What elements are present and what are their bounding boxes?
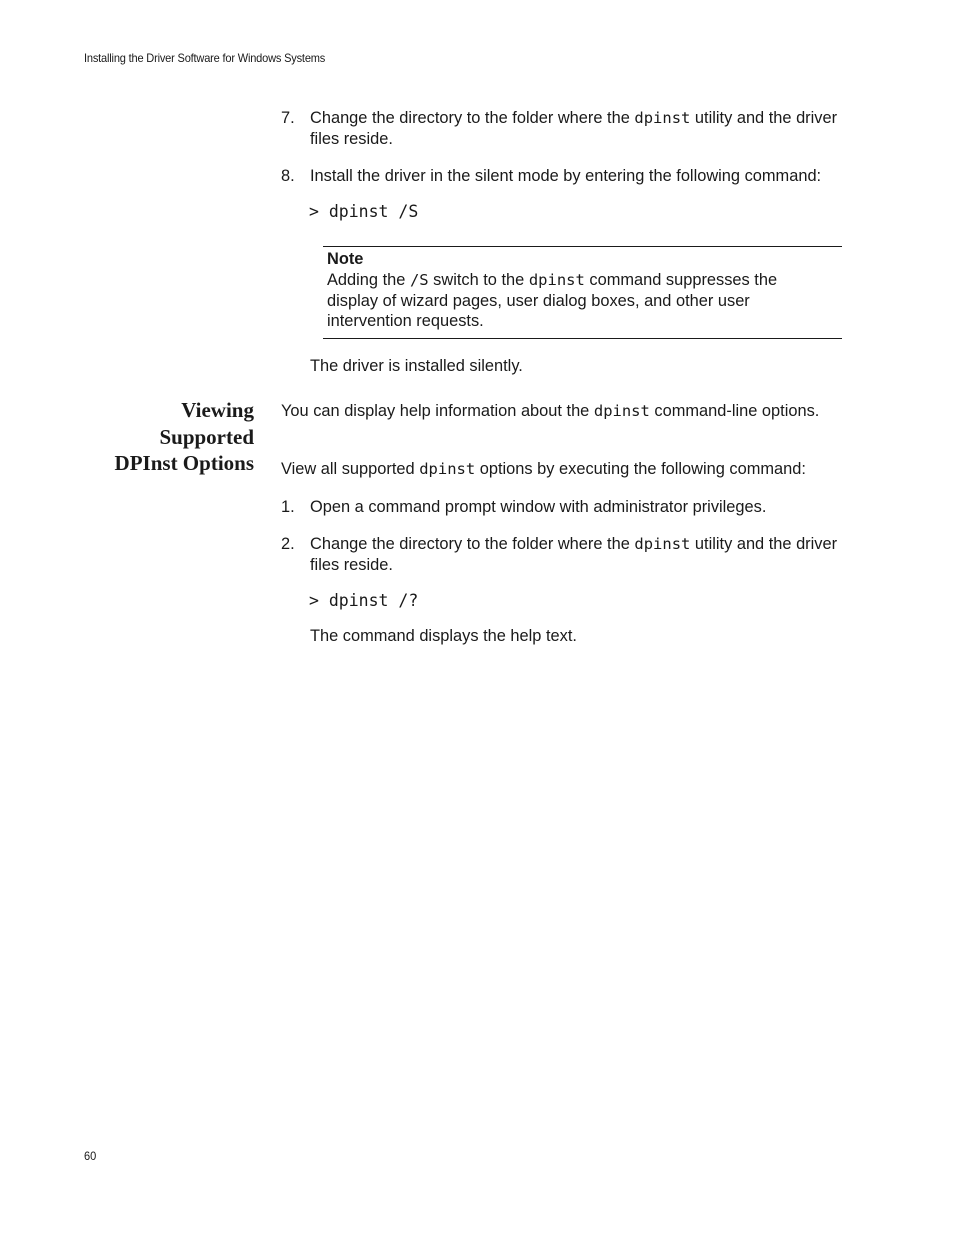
- note-box: [323, 246, 842, 339]
- inline-code: dpinst: [419, 460, 476, 478]
- inline-code: /S: [409, 271, 429, 289]
- result-text: The driver is installed silently.: [310, 357, 523, 375]
- command-line: > dpinst /S: [309, 202, 419, 221]
- note-body: Adding the /S switch to the dpinst command suppresses the display of wizard pages, user dialog boxes, and other user intervention requests.: [327, 271, 778, 330]
- inline-code: dpinst: [528, 271, 585, 289]
- section-paragraph: View all supported dpinst options by executing the following command:: [281, 460, 806, 478]
- step-number: 1.: [281, 498, 295, 516]
- step-number: 7.: [281, 109, 295, 127]
- inline-code: dpinst: [634, 535, 691, 553]
- result-text: The command displays the help text.: [310, 627, 577, 645]
- step-number: 8.: [281, 167, 295, 185]
- step-number: 2.: [281, 535, 295, 553]
- command-line: > dpinst /?: [309, 591, 419, 610]
- running-header: Installing the Driver Software for Windows Systems: [84, 51, 326, 65]
- inline-code: dpinst: [593, 402, 650, 420]
- step-text: Open a command prompt window with administrator privileges.: [310, 498, 767, 516]
- step-text: Change the directory to the folder where the dpinst utility and the driver files reside.: [310, 109, 838, 148]
- section-heading: Viewing Supported DPInst Options: [114, 398, 254, 475]
- step-text: Install the driver in the silent mode by entering the following command:: [310, 167, 822, 185]
- page-number: 60: [84, 1149, 97, 1163]
- section-intro: You can display help information about the dpinst command-line options.: [281, 402, 820, 420]
- note-title: Note: [327, 250, 364, 268]
- inline-code: dpinst: [634, 109, 691, 127]
- step-text: Change the directory to the folder where the dpinst utility and the driver files reside.: [310, 535, 838, 574]
